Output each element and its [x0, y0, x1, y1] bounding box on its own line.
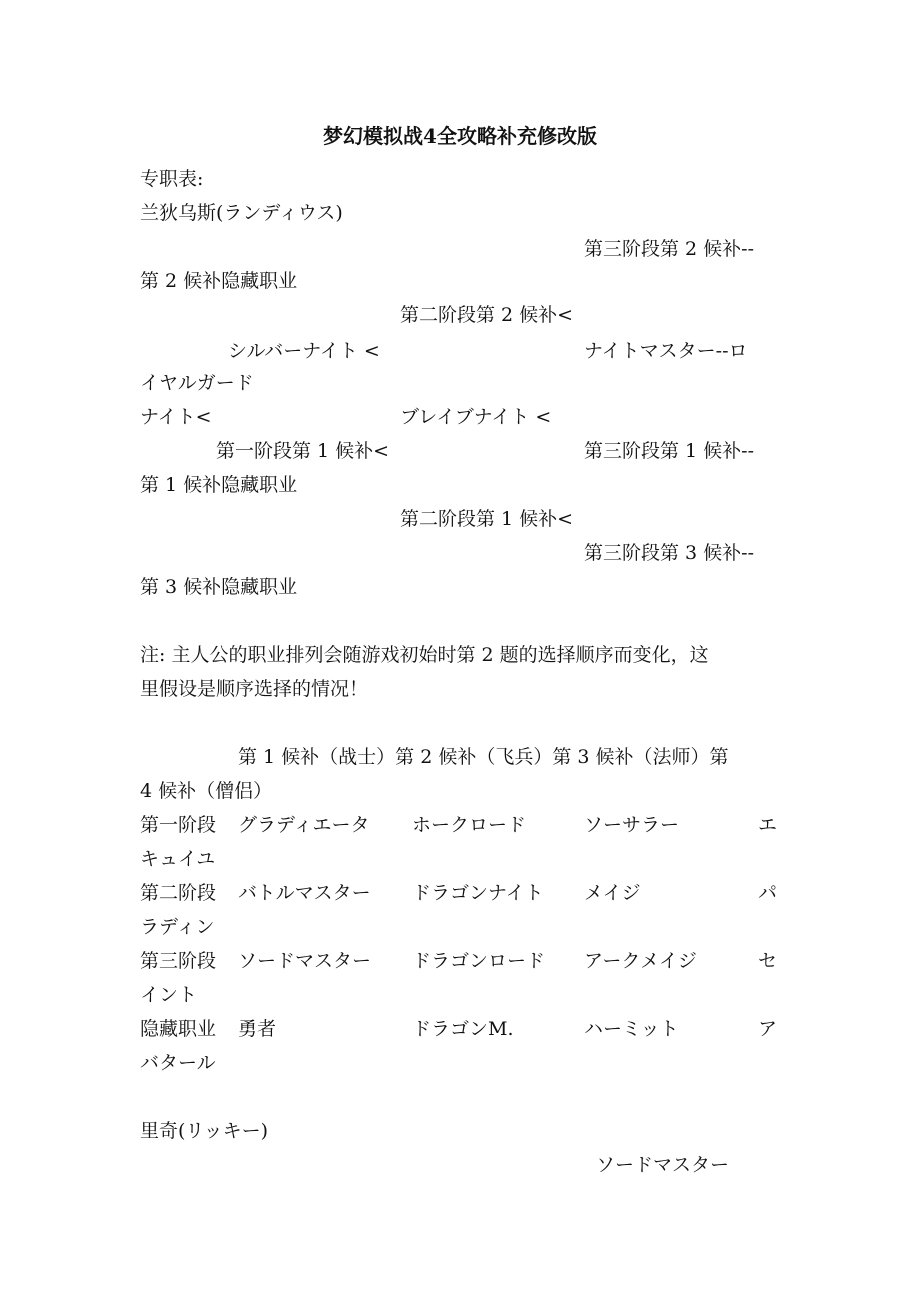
- tree-line: 第三阶段第 1 候补--: [584, 440, 755, 462]
- table-cell: パ: [758, 882, 778, 904]
- table-cell: ソードマスター: [238, 950, 372, 972]
- table-cell-stage: 第三阶段: [140, 950, 217, 972]
- table-cell: ドラゴンロード: [412, 950, 546, 972]
- tree-line: 第 2 候补隐藏职业: [140, 270, 298, 292]
- tree-line: 第三阶段第 3 候补--: [584, 542, 755, 564]
- tree-line: 第二阶段第 1 候补<: [400, 508, 574, 530]
- table-cell: ドラゴンナイト: [412, 882, 544, 904]
- character-name-landius: 兰狄乌斯(ランディウス): [140, 202, 343, 224]
- tree-line: 第一阶段第 1 候补<: [216, 440, 390, 462]
- tree-line: 第二阶段第 2 候补<: [400, 304, 574, 326]
- table-cell: アークメイジ: [584, 950, 697, 972]
- tree-line: ナイトマスター--ロ: [584, 340, 748, 362]
- table-cell: グラディエータ: [238, 814, 370, 836]
- table-cell: ホークロード: [412, 814, 527, 836]
- table-cell-stage: 隐藏职业: [140, 1018, 217, 1040]
- table-header: 4 候补（僧侣）: [140, 780, 273, 802]
- tree-line: 第 1 候补隐藏职业: [140, 474, 298, 496]
- table-cell: ア: [758, 1018, 778, 1040]
- table-cell: エ: [758, 814, 778, 836]
- table-cell: バタール: [140, 1052, 216, 1074]
- table-cell-stage: 第一阶段: [140, 814, 217, 836]
- tree-line: イヤルガード: [140, 372, 254, 394]
- document-title: 梦幻模拟战4全攻略补充修改版: [323, 124, 597, 148]
- table-cell: キュイユ: [140, 848, 216, 870]
- tree-line: ナイト<: [140, 406, 212, 428]
- table-cell: ハーミット: [584, 1018, 679, 1040]
- character-name-ricky: 里奇(リッキー): [140, 1120, 269, 1142]
- table-cell: ラディン: [140, 916, 215, 938]
- table-cell: セ: [758, 950, 778, 972]
- tree-line: 第 3 候补隐藏职业: [140, 576, 298, 598]
- note-line: 注: 主人公的职业排列会随游戏初始时第 2 题的选择顺序而变化，这: [140, 644, 709, 666]
- tree-line: 第三阶段第 2 候补--: [584, 238, 755, 260]
- table-cell: 勇者: [238, 1018, 277, 1040]
- table-cell: ドラゴンM.: [412, 1018, 514, 1040]
- tree-line: ブレイブナイト <: [400, 406, 552, 428]
- note-line: 里假设是顺序选择的情况！: [140, 678, 369, 700]
- table-header: 第 1 候补（战士）第 2 候补（飞兵）第 3 候补（法师）第: [238, 746, 729, 768]
- table-cell: メイジ: [584, 882, 641, 904]
- table-cell: ソーサラー: [584, 814, 680, 836]
- table-cell: バトルマスター: [238, 882, 371, 904]
- table-cell-stage: 第二阶段: [140, 882, 217, 904]
- character-class: ソードマスター: [596, 1154, 730, 1176]
- tree-line: シルバーナイト <: [228, 340, 380, 362]
- section-label: 专职表:: [140, 168, 204, 190]
- table-cell: イント: [140, 984, 198, 1006]
